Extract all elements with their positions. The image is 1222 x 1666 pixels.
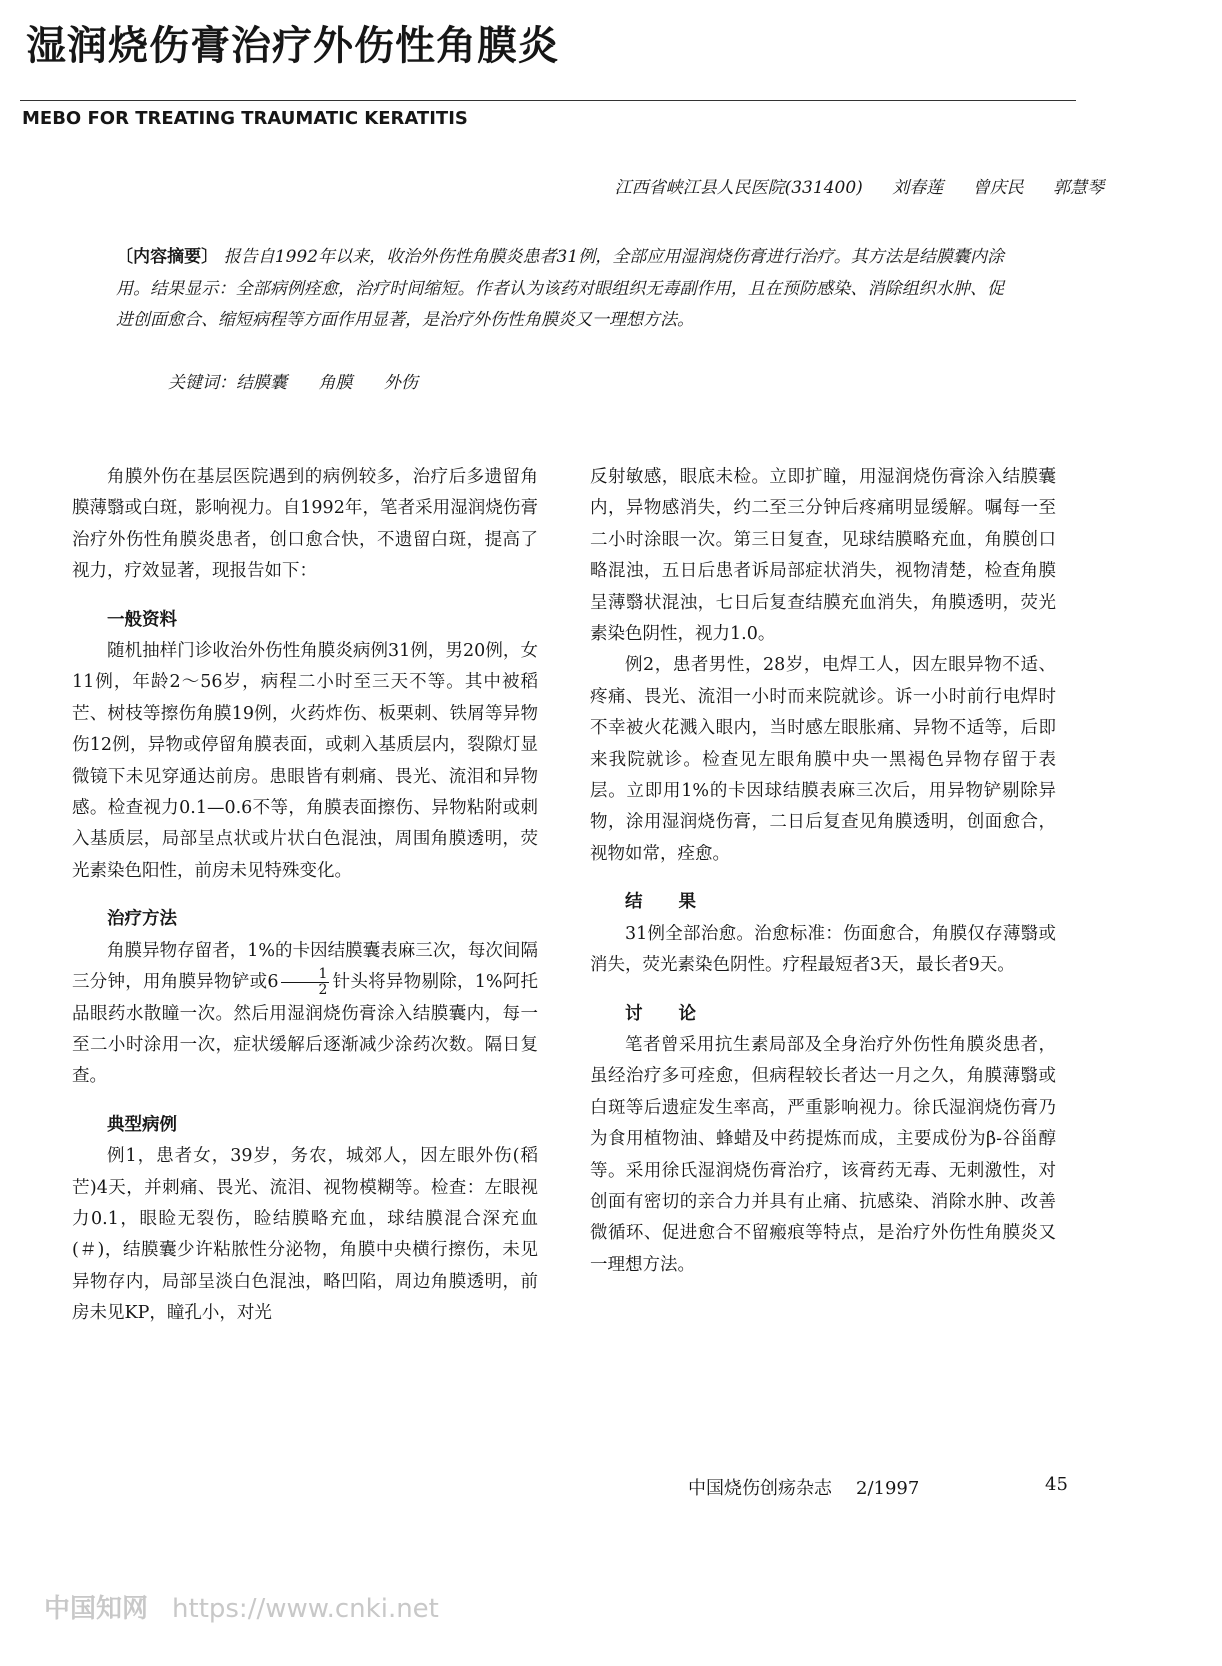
section-heading-results: 结果 [625, 892, 732, 913]
section-heading-cases: 典型病例 [107, 1114, 177, 1135]
left-column [72, 462, 538, 1330]
keywords-label: 关键词： [168, 373, 236, 393]
case1-paragraph-continued: 反射敏感，眼底未检。立即扩瞳，用湿润烧伤膏涂入结膜囊内，异物感消失，约二至三分钟后疼痛明显缓解。嘱每一至二小时涂眼一次。第三日复查，见球结膜略充血，角膜创口略混浊，五日后患者诉局部症状消失，视物清楚，检查角膜呈薄翳状混浊，七日后复查结膜充血消失，角膜透明，荧光素染色阴性，视力1.0。 [590, 467, 1056, 645]
keyword-1: 结膜囊 [236, 373, 287, 393]
fraction [281, 967, 329, 998]
abstract-text: 报告自1992年以来，收治外伤性角膜炎患者31例，全部应用湿润烧伤膏进行治疗。其方法是结膜囊内涂用。结果显示：全部病例痊愈，治疗时间缩短。作者认为该药对眼组织无毒副作用，且在预防感染、消除组织水肿、促进创面愈合、缩短病程等方面作用显著，是治疗外伤性角膜炎又一理想方法。 [116, 247, 1005, 330]
author-2: 曾庆民 [972, 178, 1024, 198]
method-text-a: 角膜异物存留者，1%的卡因结膜囊表麻三次，每次间隔三分钟，用角膜异物铲或6 [72, 940, 538, 993]
abstract-label: 〔内容摘要〕 [116, 247, 219, 267]
journal-issue: 2/1997 [856, 1478, 920, 1499]
page-number: 45 [1045, 1474, 1068, 1495]
author-3: 郭慧琴 [1053, 178, 1104, 198]
journal-footer [688, 1474, 919, 1500]
affiliation-line [615, 173, 1104, 198]
section-heading-discussion: 讨论 [625, 1003, 732, 1024]
section-heading-general: 一般资料 [107, 609, 177, 630]
case2-paragraph: 例2，患者男性，28岁，电焊工人，因左眼异物不适、疼痛、畏光、流泪一小时而来院就诊。诉一小时前行电焊时不幸被火花溅入眼内，当时感左眼胀痛、异物不适等，后即来我院就诊。检查见左眼角膜中央一黑褐色异物存留于表层。立即用1%的卡因球结膜表麻三次后，用异物铲剔除异物，涂用湿润烧伤膏，二日后复查见角膜透明，创面愈合，视物如常，痊愈。 [590, 655, 1056, 864]
keyword-3: 外伤 [383, 373, 418, 393]
section-heading-method: 治疗方法 [107, 909, 177, 930]
fraction-denominator: 2 [318, 982, 328, 999]
abstract [116, 242, 1004, 337]
cnki-watermark [44, 1588, 439, 1625]
keywords [168, 368, 444, 393]
method-text-b: 针头将异物剔除，1%阿托品眼药水散瞳一次。然后用湿润烧伤膏涂入结膜囊内，每一至二小时涂用一次，症状缓解后逐渐减少涂药次数。隔日复查。 [72, 972, 539, 1087]
method-paragraph [72, 936, 538, 1093]
results-paragraph: 31例全部治愈。治愈标准：伤面愈合，角膜仅存薄翳或消失，荧光素染色阴性。疗程最短者3天，最长者9天。 [590, 923, 1056, 976]
journal-name: 中国烧伤创疡杂志 [688, 1478, 832, 1499]
fraction-numerator: 1 [281, 967, 329, 983]
paper-title: 湿润烧伤膏治疗外伤性角膜炎 [26, 23, 559, 69]
intro-paragraph: 角膜外伤在基层医院遇到的病例较多，治疗后多遗留角膜薄翳或白斑，影响视力。自1992年，笔者采用湿润烧伤膏治疗外伤性角膜炎患者，创口愈合快，不遗留白斑，提高了视力，疗效显著，现报告如下： [72, 467, 538, 582]
author-1: 刘春莲 [892, 178, 944, 198]
general-paragraph: 随机抽样门诊收治外伤性角膜炎病例31例，男20例，女11例，年龄2～56岁，病程二小时至三天不等。其中被稻芒、树枝等擦伤角膜19例，火药炸伤、板栗刺、铁屑等异物伤12例，异物或停留角膜表面，或刺入基质层内，裂隙灯显微镜下未见穿通达前房。患眼皆有刺痛、畏光、流泪和异物感。检查视力0.1—0.6不等，角膜表面擦伤、异物粘附或刺入基质层，局部呈点状或片状白色混浊，周围角膜透明，荧光素染色阳性，前房未见特殊变化。 [72, 641, 538, 881]
institution: 江西省峡江县人民医院(331400) [614, 178, 863, 198]
right-column [590, 462, 1056, 1281]
watermark-url: https://www.cnki.net [172, 1594, 439, 1624]
paper-subtitle-english: MEBO FOR TREATING TRAUMATIC KERATITIS [22, 108, 468, 129]
title-rule [20, 100, 1076, 101]
discussion-paragraph: 笔者曾采用抗生素局部及全身治疗外伤性角膜炎患者，虽经治疗多可痊愈，但病程较长者达一月之久，角膜薄翳或白斑等后遗症发生率高，严重影响视力。徐氏湿润烧伤膏乃为食用植物油、蜂蜡及中药提炼而成，主要成份为β-谷甾醇等。采用徐氏湿润烧伤膏治疗，该膏药无毒、无刺激性，对创面有密切的亲合力并具有止痛、抗感染、消除水肿、改善微循环、促进愈合不留瘢痕等特点，是治疗外伤性角膜炎又一理想方法。 [590, 1034, 1056, 1275]
keyword-2: 角膜 [318, 373, 353, 393]
watermark-name: 中国知网 [44, 1594, 149, 1624]
case1-paragraph-start: 例1，患者女，39岁，务农，城郊人，因左眼外伤(稻芒)4天，并刺痛、畏光、流泪、视物模糊等。检查：左眼视力0.1，眼睑无裂伤，睑结膜略充血，球结膜混合深充血(＃)，结膜囊少许粘脓性分泌物，角膜中央横行擦伤，未见异物存内，局部呈淡白色混浊，略凹陷，周边角膜透明，前房未见KP，瞳孔小，对光 [72, 1146, 538, 1324]
